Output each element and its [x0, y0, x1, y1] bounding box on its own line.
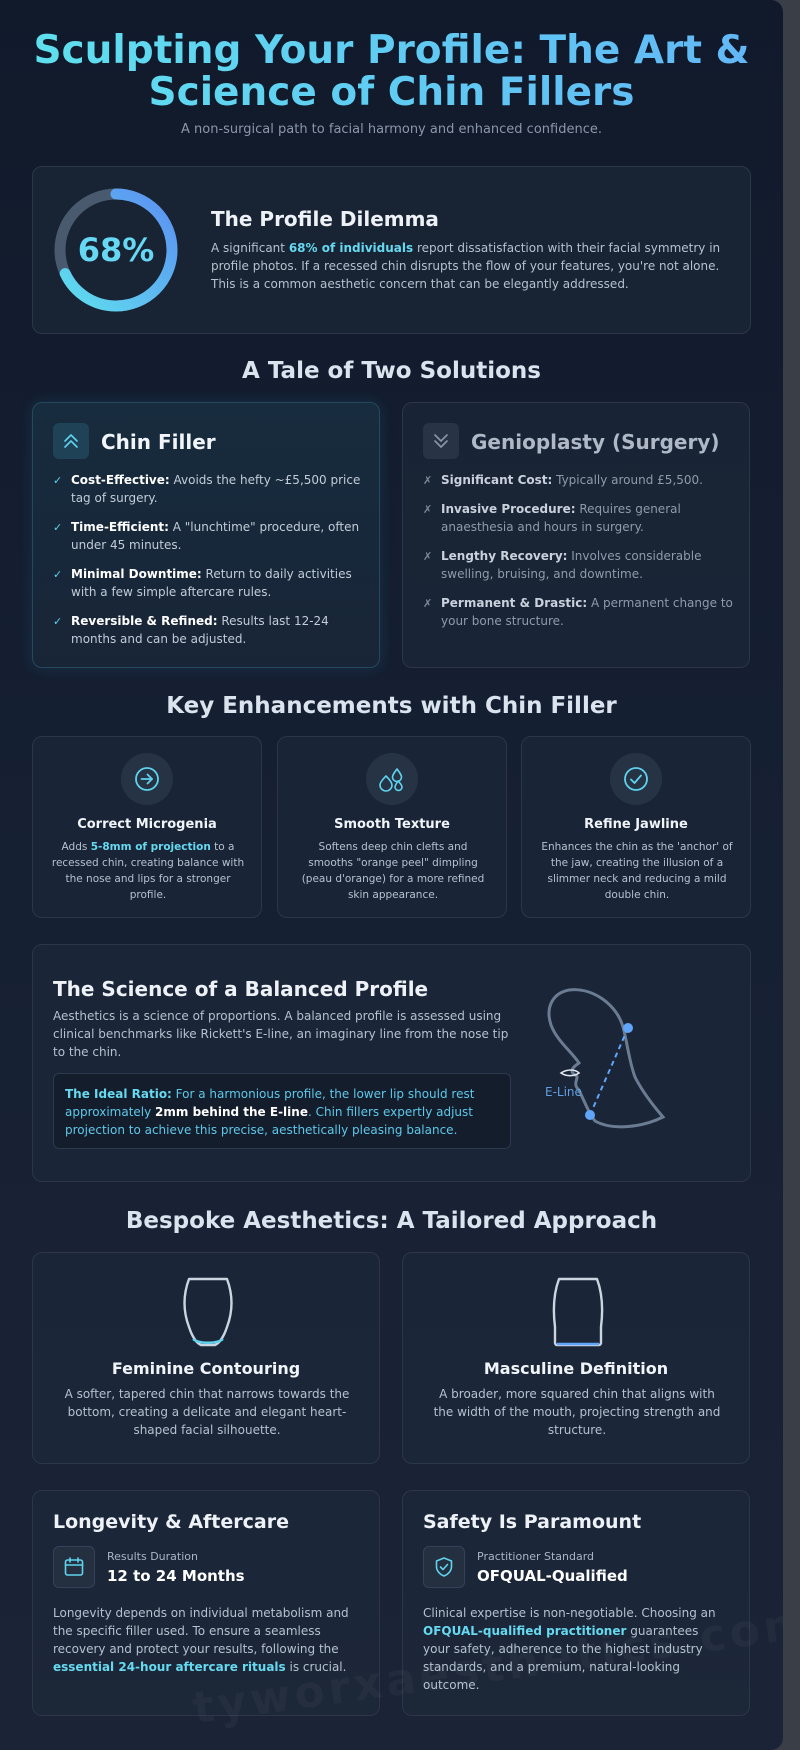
- page-subtitle: A non-surgical path to facial harmony and enhanced confidence.: [181, 122, 602, 137]
- feminine-chin-icon: [181, 1277, 235, 1347]
- bespoke-text: A broader, more squared chin that aligns with the width of the mouth, projecting strength and structure.: [433, 1387, 721, 1437]
- enhancement-card-texture: [277, 736, 507, 918]
- bespoke-heading: Bespoke Aesthetics: A Tailored Approach: [125, 1208, 658, 1234]
- duration-label: Results Duration: [107, 1550, 198, 1563]
- bespoke-text: A softer, tapered chin that narrows towards the bottom, creating a delicate and elegant heart-shaped facial silhouette.: [64, 1387, 350, 1437]
- science-title: The Science of a Balanced Profile: [53, 977, 429, 1001]
- list-item: ✗ Invasive Procedure: Requires general anaesthesia and hours in surgery.: [423, 502, 681, 534]
- enhancement-text: Enhances the chin as the 'anchor' of the jaw, creating the illusion of a slimmer neck and reducing a mild double chin.: [541, 841, 733, 901]
- lip-mark: [561, 1070, 579, 1076]
- e-line-label: E-Line: [545, 1085, 582, 1099]
- masculine-chin-icon: [551, 1277, 605, 1347]
- feminine-contouring-card: [32, 1252, 380, 1464]
- page-title: Sculpting Your Profile: The Art & Science of Chin Fillers: [20, 30, 763, 114]
- cross-icon: ✗: [423, 597, 433, 610]
- standard-value: OFQUAL-Qualified: [477, 1567, 628, 1585]
- standard-label: Practitioner Standard: [477, 1550, 595, 1563]
- list-item: ✗ Lengthy Recovery: Involves considerable swelling, bruising, and downtime.: [423, 549, 702, 581]
- chin-point: [585, 1110, 595, 1120]
- enhancement-card-jawline: [521, 736, 751, 918]
- enhancements-heading: Key Enhancements with Chin Filler: [166, 693, 617, 719]
- cross-icon: ✗: [423, 474, 433, 487]
- safety-text: Clinical expertise is non-negotiable. Choosing an OFQUAL-qualified practitioner guarantees your safety, adherence to the highest industry standards, and a premium, natural-looking outcome.: [423, 1606, 716, 1692]
- enhancement-title: Smooth Texture: [334, 817, 450, 832]
- check-icon: ✓: [53, 568, 63, 581]
- arrow-right-circle-icon: [121, 753, 173, 805]
- face-profile-outline: [549, 990, 663, 1127]
- cross-icon: ✗: [423, 503, 433, 516]
- genioplasty-drawbacks: [423, 471, 733, 641]
- check-icon: ✓: [53, 521, 63, 534]
- list-item: ✓ Reversible & Refined: Results last 12-24 months and can be adjusted.: [53, 614, 329, 646]
- enhancement-title: Refine Jawline: [584, 817, 688, 832]
- check-circle-icon: [610, 753, 662, 805]
- list-item: ✓ Cost-Effective: Avoids the hefty ~£5,500 price tag of surgery.: [53, 473, 361, 505]
- enhancement-text: Softens deep chin clefts and smooths "orange peel" dimpling (peau d'orange) for a more refined skin appearance.: [301, 841, 485, 901]
- longevity-title: Longevity & Aftercare: [53, 1511, 289, 1533]
- list-item: ✓ Time-Efficient: A "lunchtime" procedure, often under 45 minutes.: [53, 520, 360, 552]
- enhancement-title: Correct Microgenia: [77, 817, 217, 832]
- cross-icon: ✗: [423, 550, 433, 563]
- list-item: ✗ Significant Cost: Typically around £5,500.: [423, 471, 733, 489]
- enhancement-card-microgenia: [32, 736, 262, 918]
- dilemma-highlight: 68% of individuals: [288, 241, 414, 255]
- bespoke-title: Feminine Contouring: [111, 1359, 301, 1378]
- solutions-heading: A Tale of Two Solutions: [242, 358, 541, 384]
- check-icon: ✓: [53, 474, 63, 487]
- genioplasty-card: [402, 402, 750, 668]
- profile-diagram: [523, 985, 733, 1155]
- e-line: [590, 1028, 628, 1115]
- profile-dilemma-card: [32, 166, 751, 334]
- shield-check-icon: [423, 1546, 465, 1588]
- dilemma-title: The Profile Dilemma: [211, 207, 439, 231]
- stat-value: 68%: [77, 231, 155, 269]
- chin-filler-benefits: [53, 471, 363, 659]
- calendar-icon: [53, 1546, 95, 1588]
- ideal-ratio-box: The Ideal Ratio: For a harmonious profile, the lower lip should rest approximately 2mm behind the E-line. Chin fillers expertly adjust projection to achieve this precise, aesthetically pleasing balance.: [53, 1073, 511, 1149]
- safety-title: Safety Is Paramount: [423, 1511, 642, 1533]
- chevrons-up-icon: [53, 423, 89, 459]
- science-text: Aesthetics is a science of proportions. A balanced profile is assessed using clinical benchmarks like Rickett's E-line, an imaginary line from the nose tip to the chin.: [53, 1009, 509, 1059]
- droplets-icon: [366, 753, 418, 805]
- dilemma-text: A significant 68% of individuals report dissatisfaction with their facial symmetry in profile photos. If a recessed chin disrupts the flow of your features, you're not alone. This is a common aesthetic concern that can be elegantly addressed.: [211, 241, 721, 291]
- masculine-definition-card: [402, 1252, 750, 1464]
- genioplasty-title: Genioplasty (Surgery): [471, 430, 720, 454]
- chevrons-down-icon: [423, 423, 459, 459]
- science-card: [32, 944, 751, 1182]
- check-icon: ✓: [53, 615, 63, 628]
- longevity-text: Longevity depends on individual metabolism and the specific filler used. To ensure a seamless recovery and protect your results, following the essential 24-hour aftercare rituals is crucial.: [53, 1606, 349, 1674]
- chin-filler-title: Chin Filler: [101, 430, 216, 454]
- bespoke-title: Masculine Definition: [483, 1359, 669, 1378]
- list-item: ✗ Permanent & Drastic: A permanent change to your bone structure.: [423, 596, 733, 628]
- nose-tip-point: [623, 1023, 633, 1033]
- duration-value: 12 to 24 Months: [107, 1567, 245, 1585]
- chin-filler-card: [32, 402, 380, 668]
- list-item: ✓ Minimal Downtime: Return to daily activities with a few simple aftercare rules.: [53, 567, 352, 599]
- enhancement-text: Adds 5-8mm of projection to a recessed chin, creating balance with the nose and lips for a stronger profile.: [51, 841, 245, 901]
